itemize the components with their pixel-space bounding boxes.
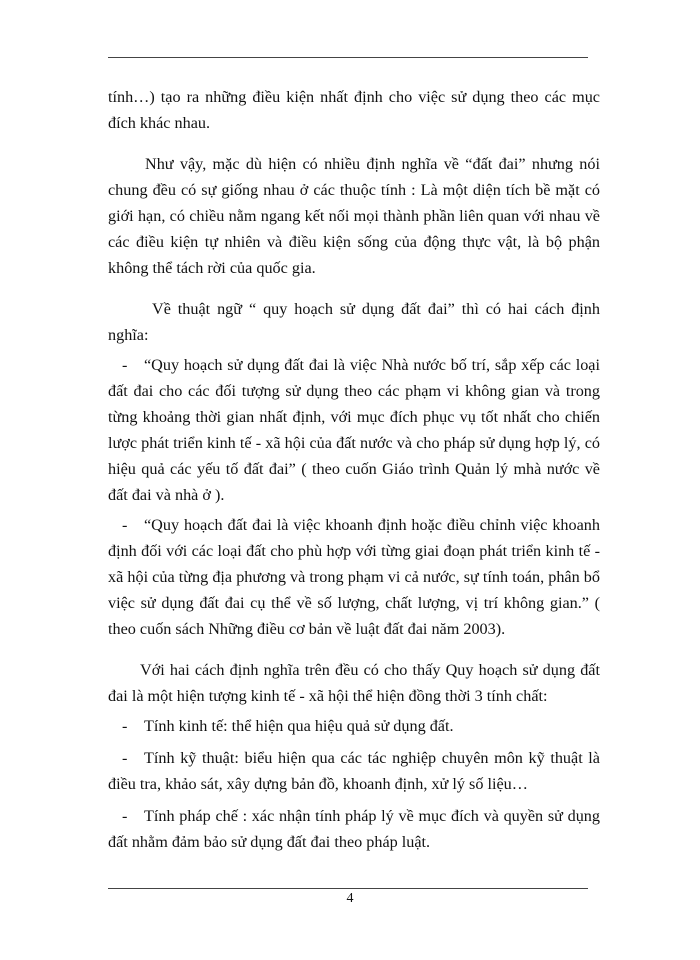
list-item — [108, 803, 600, 855]
paragraph-two-definitions: Về thuật ngữ “ quy hoạch sử dụng đất đai” thì có hai cách định nghĩa: — [108, 300, 600, 344]
definition-one: “Quy hoạch sử dụng đất đai là việc Nhà nước bố trí, sắp xếp các loại đất đai cho các đối tượng sử dụng theo các phạm vi không gian và trong từng khoảng thời gian nhất định, với mục đích phục vụ tốt nhất cho chiến lược phát triển kinh tế - xã hội của đất nước và cho pháp sử dụng hợp lý, có hiệu quả các yếu tố đất đai” ( theo cuốn Giáo trình Quản lý mhà nước về đất đai và nhà ở ). — [108, 356, 600, 504]
bullet-dash: - — [122, 356, 128, 374]
list-item — [108, 713, 600, 739]
property-technical: Tính kỹ thuật: biểu hiện qua các tác nghiệp chuyên môn kỹ thuật là điều tra, khảo sát, xây dựng bản đồ, khoanh định, xử lý số liệu… — [108, 749, 600, 793]
bullet-dash: - — [122, 717, 128, 735]
list-item — [108, 512, 600, 642]
property-legal: Tính pháp chế : xác nhận tính pháp lý về mục đích và quyền sử dụng đất nhằm đảm bảo sử dụng đất đai theo pháp luật. — [108, 807, 600, 851]
paragraph-land-definition: Như vậy, mặc dù hiện có nhiều định nghĩa về “đất đai” nhưng nói chung đều có sự giống nhau ở các thuộc tính : Là một diện tích bề mặt có giới hạn, có chiều nằm ngang kết nối mọi thành phần liên quan với nhau về các điều kiện tự nhiên và điều kiện sống của động thực vật, là bộ phận không thể tách rời của quốc gia. — [108, 155, 600, 277]
page-body — [108, 84, 600, 855]
bullet-dash: - — [122, 807, 128, 825]
property-economic: Tính kinh tế: thể hiện qua hiệu quả sử dụng đất. — [144, 717, 454, 735]
page-number: 4 — [346, 891, 354, 906]
bullet-dash: - — [122, 516, 128, 534]
list-item — [108, 352, 600, 508]
paragraph-continuation: tính…) tạo ra những điều kiện nhất định cho việc sử dụng theo các mục đích khác nhau. — [108, 88, 600, 132]
list-item — [108, 745, 600, 797]
bullet-dash: - — [122, 749, 128, 767]
header-rule — [108, 57, 588, 58]
paragraph-three-properties: Với hai cách định nghĩa trên đều có cho thấy Quy hoạch sử dụng đất đai là một hiện tượng kinh tế - xã hội thể hiện đồng thời 3 tính chất: — [108, 661, 600, 705]
definition-two: “Quy hoạch đất đai là việc khoanh định hoặc điều chỉnh việc khoanh định đối với các loại đất cho phù hợp với từng giai đoạn phát triển kinh tế - xã hội của từng địa phương và trong phạm vi cả nước, sự tính toán, phân bổ việc sử dụng đất đai cụ thể về số lượng, chất lượng, vị trí không gian.” ( theo cuốn sách Những điều cơ bản về luật đất đai năm 2003). — [108, 516, 600, 638]
footer-rule — [108, 888, 588, 889]
